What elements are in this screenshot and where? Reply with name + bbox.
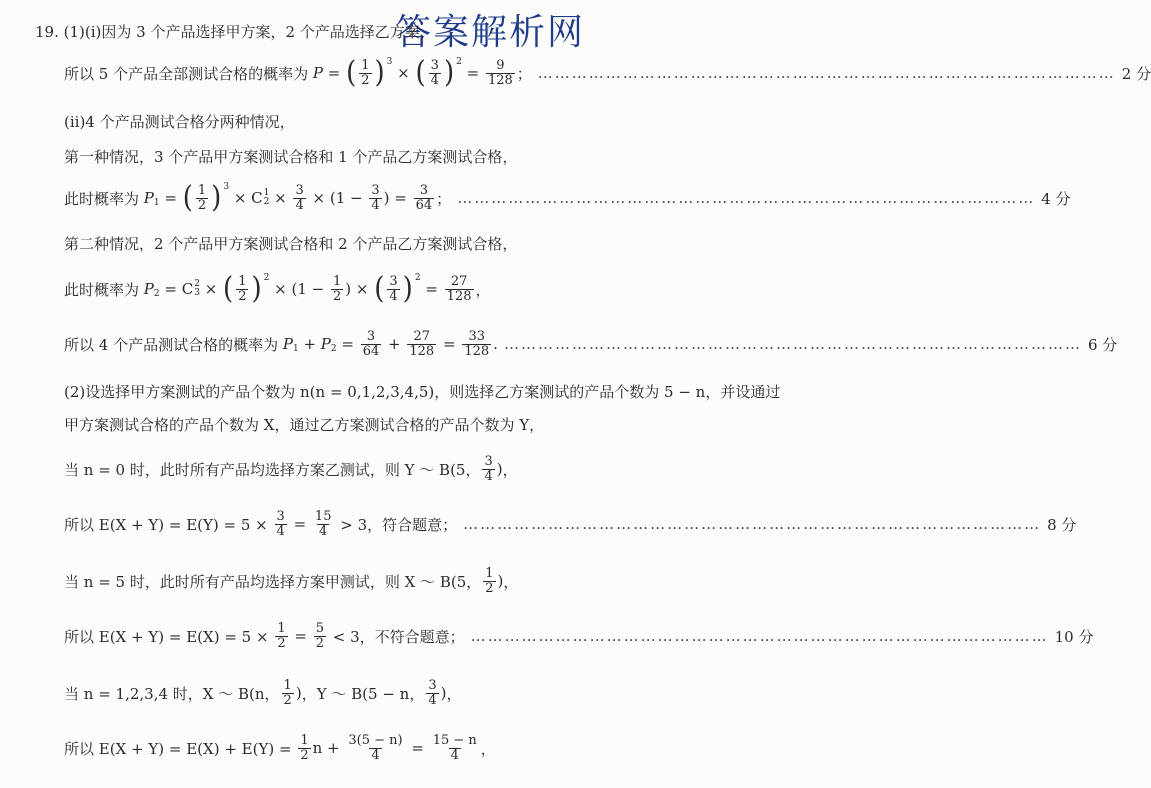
text: (ⅱ)4 个产品测试合格分两种情况， xyxy=(64,112,295,131)
rparen: ) xyxy=(251,271,262,307)
score: 2 分 xyxy=(1121,64,1151,83)
numerator: 27 xyxy=(450,273,468,289)
fraction xyxy=(387,275,399,303)
var-p: P xyxy=(320,335,331,353)
numerator: 1 xyxy=(197,182,207,198)
equals: = xyxy=(159,280,182,298)
comb-top: 2 xyxy=(194,279,200,289)
numerator: 1 xyxy=(277,620,286,636)
denominator: 2 xyxy=(277,635,286,651)
comb-c: C xyxy=(251,189,263,207)
rparen: ) xyxy=(497,572,504,590)
denominator: 4 xyxy=(428,692,437,708)
text: ，Y ～ B xyxy=(301,684,363,703)
denominator: 2 xyxy=(332,288,342,304)
line-13 xyxy=(64,560,518,602)
numerator: 3 xyxy=(428,677,437,693)
var-p: P xyxy=(143,189,154,207)
text: (2)设选择甲方案测试的产品个数为 n(n = 0,1,2,3,4,5)，则选择乙方案测试的产品个数为 5 − n，并设通过 xyxy=(64,382,781,401)
var-p: P xyxy=(312,64,323,82)
fraction xyxy=(313,510,334,538)
lparen: (1 − xyxy=(291,280,329,298)
text: 此时概率为 xyxy=(64,280,144,299)
rparen: ) xyxy=(496,460,503,478)
denominator: 4 xyxy=(371,197,380,213)
punct: ， xyxy=(480,739,496,758)
comb-bottom: 2 xyxy=(263,197,270,207)
denominator: 4 xyxy=(389,288,398,304)
lparen: (5 − n， xyxy=(362,684,425,703)
numerator: 1 xyxy=(238,273,247,289)
denominator: 4 xyxy=(484,468,493,484)
denominator: 4 xyxy=(430,72,439,88)
plus: + xyxy=(383,335,406,353)
text: 19. (1)(ⅰ)因为 3 个产品选择甲方案，2 个产品选择乙方案， xyxy=(35,22,435,41)
equals: = xyxy=(322,64,346,82)
denominator: 64 xyxy=(415,197,433,213)
line-6 xyxy=(64,222,517,264)
leader-dots: ………………………………………………………………………………………… xyxy=(537,64,1116,82)
numerator: 5 xyxy=(315,620,324,636)
numerator: 15 − n xyxy=(432,732,477,748)
numerator: 3 xyxy=(430,57,439,73)
fraction xyxy=(462,330,491,358)
text: > 3，符合题意； xyxy=(335,515,458,534)
fraction xyxy=(236,275,248,303)
text: 当 n = 5 时，此时所有产品均选择方案甲测试，则 X ～ B xyxy=(64,572,451,591)
denominator: 2 xyxy=(238,288,247,304)
denominator: 128 xyxy=(464,343,490,359)
lparen: (5， xyxy=(450,460,481,479)
equals: = xyxy=(438,335,461,353)
text: n + xyxy=(312,739,345,757)
line-1 xyxy=(35,10,435,52)
line-10 xyxy=(64,403,544,445)
fraction xyxy=(431,734,479,762)
fraction xyxy=(275,622,287,650)
fraction xyxy=(426,679,438,707)
denominator: 4 xyxy=(295,197,304,213)
denominator: 4 xyxy=(319,523,328,539)
denominator: 4 xyxy=(450,747,459,763)
comb-bottom: 3 xyxy=(194,288,200,298)
numerator: 3 xyxy=(419,182,429,198)
numerator: 3 xyxy=(366,328,376,344)
line-8 xyxy=(64,323,1118,365)
fraction xyxy=(445,275,474,303)
fraction xyxy=(298,734,310,762)
punct: . xyxy=(493,335,498,353)
fraction xyxy=(359,59,371,87)
fraction xyxy=(282,679,294,707)
denominator: 2 xyxy=(197,197,207,213)
punct: ， xyxy=(475,280,491,299)
punct: ， xyxy=(502,460,518,479)
punct: ； xyxy=(436,189,452,208)
rparen: ) xyxy=(443,55,455,91)
numerator: 1 xyxy=(283,677,292,693)
exponent: 2 xyxy=(456,57,462,67)
punct: ， xyxy=(503,572,519,591)
text: 所以 E(X + Y) = E(X) + E(Y) = xyxy=(64,739,297,758)
combination xyxy=(251,189,269,207)
equals: = xyxy=(159,189,182,207)
lparen: ( xyxy=(182,180,193,216)
numerator: 3 xyxy=(371,182,380,198)
rparen: ) xyxy=(402,271,413,307)
line-2 xyxy=(64,52,1151,94)
numerator: 3 xyxy=(389,273,398,289)
fraction xyxy=(293,184,305,212)
rparen: ) xyxy=(295,684,302,702)
equals: = xyxy=(389,189,412,207)
score: 4 分 xyxy=(1041,189,1071,208)
equals: = xyxy=(406,739,429,757)
subscript: 2 xyxy=(153,289,160,299)
subscript: 2 xyxy=(330,344,337,354)
denominator: 2 xyxy=(300,747,309,763)
text: 所以 5 个产品全部测试合格的概率为 xyxy=(64,64,313,83)
line-12 xyxy=(64,503,1077,545)
numerator: 3 xyxy=(484,453,493,469)
numerator: 1 xyxy=(332,273,342,289)
text: 所以 E(X + Y) = E(Y) = 5 × xyxy=(64,515,273,534)
denominator: 128 xyxy=(446,288,472,304)
fraction xyxy=(414,184,435,212)
line-14 xyxy=(64,615,1094,657)
score: 8 分 xyxy=(1047,515,1077,534)
times: × xyxy=(269,189,292,207)
fraction xyxy=(346,734,404,762)
text: 此时概率为 xyxy=(64,189,144,208)
fraction xyxy=(369,184,381,212)
equals: = xyxy=(336,335,359,353)
numerator: 1 xyxy=(361,57,370,73)
leader-dots: ………………………………………………………………………………………… xyxy=(463,515,1042,533)
times: × xyxy=(307,189,330,207)
leader-dots: ………………………………………………………………………………………… xyxy=(470,627,1049,645)
text: 当 n = 1,2,3,4 时，X ～ B xyxy=(64,684,250,703)
equals: = xyxy=(289,627,312,645)
comb-top: 1 xyxy=(263,188,270,198)
fraction xyxy=(275,510,287,538)
text: 第二种情况，2 个产品甲方案测试合格和 2 个产品乙方案测试合格， xyxy=(64,234,518,253)
denominator: 2 xyxy=(361,72,370,88)
lparen: ( xyxy=(346,55,357,91)
var-p: P xyxy=(282,335,293,353)
equals: = xyxy=(288,515,311,533)
numerator: 33 xyxy=(468,328,486,344)
equals: = xyxy=(461,64,484,82)
numerator: 9 xyxy=(496,57,505,73)
denominator: 4 xyxy=(371,747,380,763)
fraction xyxy=(483,567,495,595)
denominator: 4 xyxy=(276,523,285,539)
punct: ， xyxy=(446,684,462,703)
lparen: (1 − xyxy=(329,189,368,207)
exponent: 2 xyxy=(263,273,270,283)
leader-dots: ………………………………………………………………………………………… xyxy=(503,335,1082,353)
line-7 xyxy=(64,268,491,310)
fraction xyxy=(486,59,515,87)
times: × xyxy=(351,280,374,298)
score: 6 分 xyxy=(1087,335,1118,354)
exponent: 3 xyxy=(223,182,230,192)
line-5 xyxy=(64,177,1071,219)
times: × xyxy=(269,280,292,298)
line-11 xyxy=(64,448,518,490)
watermark: 答案解析网 xyxy=(395,12,586,53)
numerator: 3(5 − n) xyxy=(348,732,403,748)
text: < 3，不符合题意； xyxy=(327,627,465,646)
fraction xyxy=(331,275,343,303)
fraction xyxy=(314,622,326,650)
times: × xyxy=(392,64,415,82)
numerator: 27 xyxy=(413,328,431,344)
rparen: ) xyxy=(383,189,390,207)
subscript: 1 xyxy=(292,344,299,354)
fraction xyxy=(429,59,441,87)
rparen: ) xyxy=(440,684,447,702)
line-16 xyxy=(64,727,496,769)
fraction xyxy=(196,184,208,212)
leader-dots: ………………………………………………………………………………………… xyxy=(457,189,1036,207)
lparen: ( xyxy=(374,271,385,307)
fraction xyxy=(407,330,436,358)
rparen: ) xyxy=(374,55,385,91)
text: 所以 4 个产品测试合格的概率为 xyxy=(64,335,283,354)
text: 当 n = 0 时，此时所有产品均选择方案乙测试，则 Y ～ B xyxy=(64,460,451,479)
score: 10 分 xyxy=(1054,627,1094,646)
denominator: 128 xyxy=(409,343,435,359)
numerator: 3 xyxy=(295,182,304,198)
denominator: 128 xyxy=(487,72,513,88)
subscript: 1 xyxy=(153,198,160,208)
line-4 xyxy=(64,135,517,177)
line-15 xyxy=(64,672,461,714)
fraction xyxy=(482,455,494,483)
rparen: ) xyxy=(345,280,352,298)
denominator: 2 xyxy=(283,692,292,708)
times: × xyxy=(199,280,223,298)
lparen: ( xyxy=(415,55,426,91)
denominator: 2 xyxy=(485,580,494,596)
text: 甲方案测试合格的产品个数为 X，通过乙方案测试合格的产品个数为 Y， xyxy=(64,415,545,434)
punct: ； xyxy=(516,64,532,83)
times: × xyxy=(229,189,252,207)
lparen: (n， xyxy=(249,684,280,703)
rparen: ) xyxy=(211,180,222,216)
text: 第一种情况，3 个产品甲方案测试合格和 1 个产品乙方案测试合格， xyxy=(64,147,518,166)
exponent: 2 xyxy=(414,273,421,283)
var-p: P xyxy=(143,280,154,298)
exponent: 3 xyxy=(386,57,393,67)
fraction xyxy=(361,330,382,358)
text: 所以 E(X + Y) = E(X) = 5 × xyxy=(64,627,274,646)
equals: = xyxy=(420,280,443,298)
plus: + xyxy=(298,335,321,353)
numerator: 15 xyxy=(314,508,332,524)
numerator: 3 xyxy=(276,508,285,524)
denominator: 2 xyxy=(315,635,324,651)
numerator: 1 xyxy=(300,732,309,748)
lparen: ( xyxy=(223,271,234,307)
comb-c: C xyxy=(181,280,194,298)
combination xyxy=(182,280,200,298)
lparen: (5， xyxy=(450,572,482,591)
numerator: 1 xyxy=(485,565,494,581)
denominator: 64 xyxy=(362,343,380,359)
